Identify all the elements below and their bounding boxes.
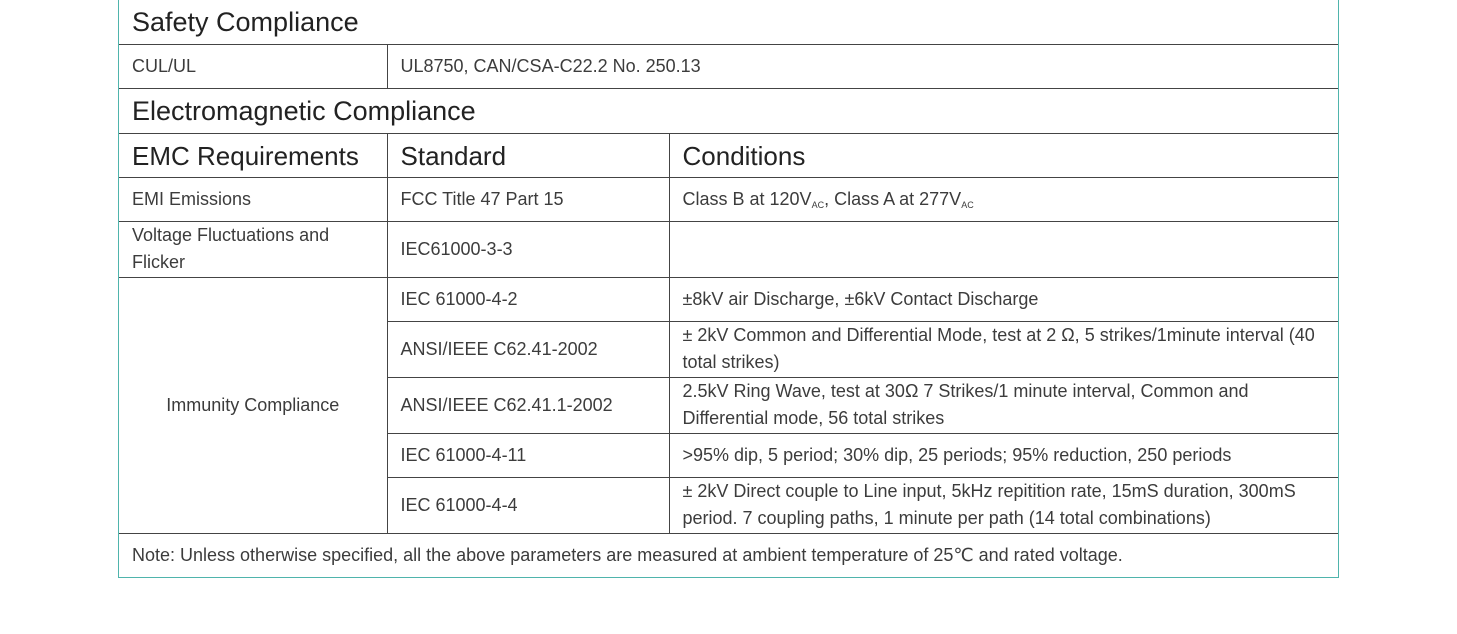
emi-label: EMI Emissions [119, 177, 387, 221]
flicker-conditions [669, 221, 1338, 277]
immunity-standard: IEC 61000-4-11 [387, 433, 669, 477]
footnote: Note: Unless otherwise specified, all the above parameters are measured at ambient temperature of 25℃ and rated voltage. [119, 533, 1338, 577]
table-row [119, 277, 1338, 321]
header-emc-requirements: EMC Requirements [119, 133, 387, 177]
emi-class-b: Class B at 120V [682, 188, 812, 209]
table-row [119, 44, 1338, 88]
safety-section-title: Safety Compliance [119, 0, 1338, 44]
emc-section-row [119, 88, 1338, 133]
immunity-standard: IEC 61000-4-2 [387, 277, 669, 321]
emi-conditions [669, 177, 1338, 221]
immunity-label: Immunity Compliance [119, 277, 387, 533]
flicker-label: Voltage Fluctuations and Flicker [119, 221, 387, 277]
table-row [119, 221, 1338, 277]
emi-class-b-sub: AC [811, 199, 825, 210]
flicker-standard: IEC61000-3-3 [387, 221, 669, 277]
emi-class-a-sub: AC [961, 199, 974, 210]
immunity-conditions: ±8kV air Discharge, ±6kV Contact Discharge [669, 277, 1338, 321]
emc-section-title: Electromagnetic Compliance [119, 88, 1338, 133]
cul-ul-label: CUL/UL [119, 44, 387, 88]
immunity-conditions: ± 2kV Common and Differential Mode, test at 2 Ω, 5 strikes/1minute interval (40 total strikes) [669, 321, 1338, 377]
table-row [119, 177, 1338, 221]
immunity-standard: ANSI/IEEE C62.41-2002 [387, 321, 669, 377]
header-standard: Standard [387, 133, 669, 177]
safety-section-row [119, 0, 1338, 44]
immunity-conditions: 2.5kV Ring Wave, test at 30Ω 7 Strikes/1 minute interval, Common and Differential mode, 56 total strikes [669, 377, 1338, 433]
compliance-table-frame [118, 0, 1339, 578]
emi-standard: FCC Title 47 Part 15 [387, 177, 669, 221]
cul-ul-value: UL8750, CAN/CSA-C22.2 No. 250.13 [387, 44, 1338, 88]
immunity-standard: IEC 61000-4-4 [387, 477, 669, 533]
emc-header-row [119, 133, 1338, 177]
note-row [119, 533, 1338, 577]
immunity-conditions: ± 2kV Direct couple to Line input, 5kHz repitition rate, 15mS duration, 300mS period. 7 coupling paths, 1 minute per path (14 total combinations) [669, 477, 1338, 533]
immunity-conditions: >95% dip, 5 period; 30% dip, 25 periods; 95% reduction, 250 periods [669, 433, 1338, 477]
header-conditions: Conditions [669, 133, 1338, 177]
emi-class-a: , Class A at 277V [824, 188, 962, 209]
immunity-standard: ANSI/IEEE C62.41.1-2002 [387, 377, 669, 433]
compliance-table [119, 0, 1338, 577]
